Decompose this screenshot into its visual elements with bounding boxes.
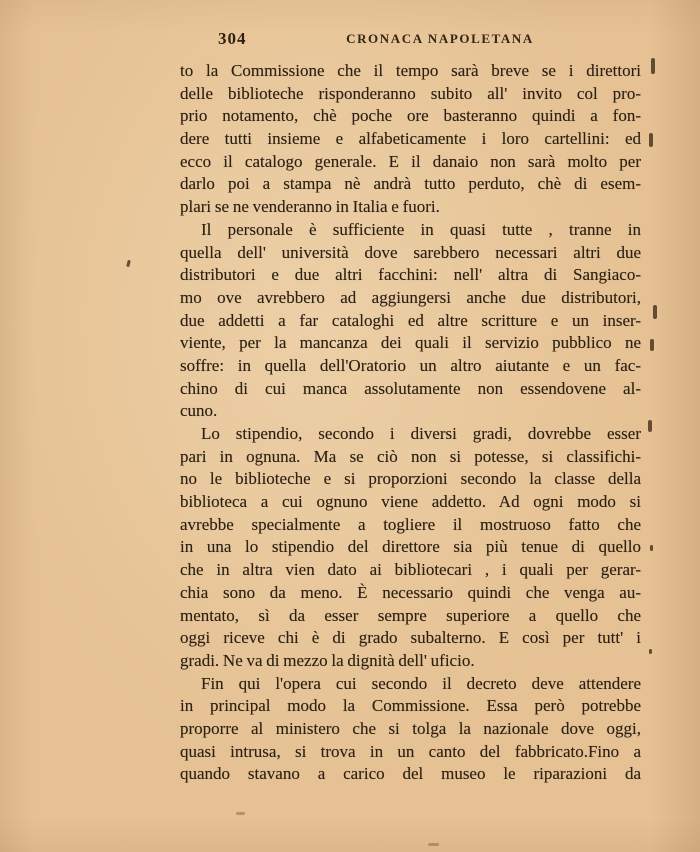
text-line: che in altra vien dato ai bibliotecari , i quali per gerar- — [180, 560, 641, 580]
scan-artifact — [428, 843, 439, 846]
scan-artifact — [126, 260, 131, 268]
scan-artifact — [651, 58, 655, 74]
text-line: dere tutti insieme e alfabeticamente i loro cartellini: ed — [180, 129, 641, 149]
text-line: chia sono da meno. È necessario quindi che venga au- — [180, 582, 641, 602]
text-line: Fin qui l'opera cui secondo il decreto deve attendere — [201, 673, 641, 693]
page-number: 304 — [218, 29, 247, 48]
scan-artifact — [650, 339, 654, 351]
text-line: due addetti a far cataloghi ed altre scritture e un inser- — [180, 310, 641, 330]
paragraph — [180, 219, 641, 423]
paragraph — [180, 423, 641, 673]
paragraph — [180, 60, 641, 219]
paragraph — [180, 673, 641, 786]
scan-artifact — [649, 649, 652, 654]
text-line: quasi intrusa, si trova in un canto del fabbricato.Fino a — [180, 741, 641, 761]
text-line: avrebbe specialmente a togliere il mostruoso fatto che — [180, 514, 641, 534]
text-line: Il personale è sufficiente in quasi tutte , tranne in — [201, 219, 641, 239]
text-line: quando stavano a carico del museo le riparazioni da — [180, 764, 641, 784]
text-line: viente, per la mancanza dei quali il servizio pubblico ne — [180, 333, 641, 353]
text-line: soffre: in quella dell'Oratorio un altro aiutante e un fac- — [180, 355, 641, 375]
text-line: proporre al ministero che si tolga la nazionale dove oggi, — [180, 718, 641, 738]
text-line: no le biblioteche e si proporzioni secondo la classe della — [180, 469, 641, 489]
text-line: cuno. — [180, 401, 218, 421]
text-line: ecco il catalogo generale. E il danaio non sarà molto per — [180, 151, 641, 171]
scan-artifact — [236, 812, 245, 815]
text-line: quella dell' università dove sarebbero necessari altri due — [180, 242, 641, 262]
text-line: chino di cui manca assolutamente non essendovene al- — [180, 378, 641, 398]
page-header — [180, 29, 640, 49]
text-line: biblioteca a cui ognuno viene addetto. Ad ogni modo si — [180, 492, 641, 512]
text-line: in una lo stipendio del direttore sia più tenue di quello — [180, 537, 641, 557]
text-line: gradi. Ne va di mezzo la dignità dell' uficio. — [180, 650, 475, 670]
scan-artifact — [650, 545, 653, 551]
scan-artifact — [649, 133, 653, 147]
text-line: mo ove avrebbero ad aggiungersi anche due distributori, — [180, 287, 641, 307]
text-line: plari se ne venderanno in Italia e fuori. — [180, 197, 440, 217]
text-line: mentato, sì da esser sempre superiore a quello che — [180, 605, 641, 625]
scan-artifact — [648, 420, 652, 432]
text-line: Lo stipendio, secondo i diversi gradi, dovrebbe esser — [201, 424, 641, 443]
text-line: in principal modo la Commissione. Essa però potrebbe — [180, 696, 641, 716]
text-line: oggi riceve chi è di grado subalterno. E così per tutt' i — [180, 628, 641, 648]
body-text — [180, 60, 641, 786]
text-line: pari in ognuna. Ma se ciò non si potesse, si classifichi- — [180, 446, 641, 466]
text-line: delle biblioteche risponderanno subito all' invito col pro- — [180, 83, 641, 103]
text-line: distributori e due altri facchini: nell' altra di Sangiaco- — [180, 265, 641, 285]
text-line: darlo poi a stampa nè andrà tutto perduto, chè di esem- — [180, 174, 641, 194]
scan-artifact — [653, 305, 657, 319]
text-line: prio notamento, chè poche ore basteranno quindi a fon- — [180, 106, 641, 126]
running-title: CRONACA NAPOLETANA — [346, 31, 534, 46]
text-line: to la Commissione che il tempo sarà breve se i direttori — [180, 61, 641, 80]
